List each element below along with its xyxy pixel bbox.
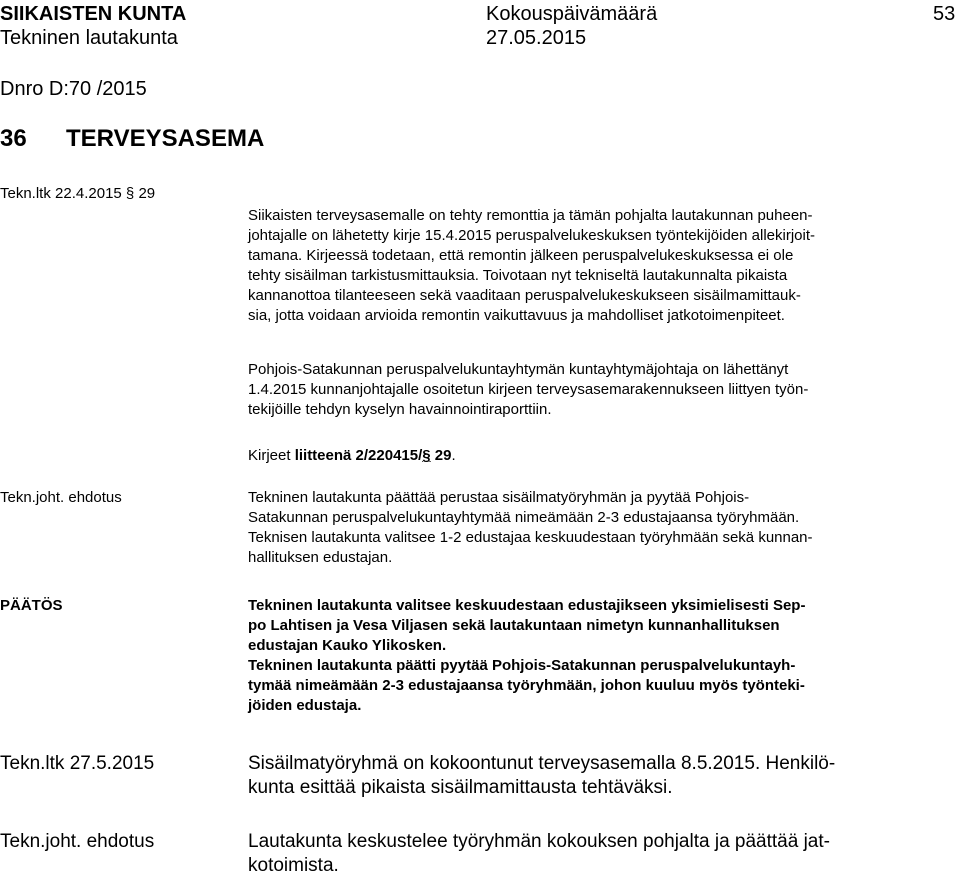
paragraph-line: tehty sisäilman tarkistusmittauksia. Toivotaan nyt tekniseltä lautakunnalta pikaista (248, 267, 788, 284)
ltk-meeting-section: 29 (138, 185, 156, 202)
proposal-paragraph-2 (248, 830, 938, 878)
section-symbol: § (422, 447, 431, 464)
working-group-paragraph (248, 752, 938, 800)
section-number: 36 (0, 125, 27, 152)
paragraph-line: Satakunnan peruspalvelukuntayhtymää nimeämään 2-3 edustajaansa työryhmään. (248, 509, 800, 526)
paragraph-line: Tekninen lautakunta päätti pyytää Pohjois-Satakunnan peruspalvelukuntayh- (248, 657, 796, 674)
paragraph-line: kannanottoa tilanteeseen sekä vaaditaan peruspalvelukeskukseen sisäilmamittauk- (248, 287, 801, 304)
paragraph-line: sia, jotta voidaan arvioida remontin vaikuttavuus ja mahdolliset jatkotoimenpiteet. (248, 307, 785, 324)
paragraph-line: Lautakunta keskustelee työryhmän kokouksen pohjalta ja päättää jat- (248, 831, 830, 852)
proposal-paragraph (248, 488, 938, 568)
attachment-prefix: Kirjeet (248, 447, 295, 464)
ltk-meeting-label-2: Tekn.ltk 27.5.2015 (0, 753, 155, 774)
ltk-meeting-label (0, 184, 155, 204)
paragraph-line: tekijöille tehdyn kyselyn havainnointiraporttiin. (248, 401, 552, 418)
paragraph-line: Tekninen lautakunta valitsee keskuudestaan edustajikseen yksimielisesti Sep- (248, 597, 806, 614)
proposal-label-2: Tekn.joht. ehdotus (0, 831, 155, 852)
section-title: TERVEYSASEMA (66, 125, 265, 152)
paragraph-line: kotoimista. (248, 855, 339, 876)
paragraph-line: Teknisen lautakunta valitsee 1-2 edustajaa keskuudestaan työryhmään sekä kunnan- (248, 529, 813, 546)
section-symbol: § (125, 185, 135, 202)
proposal-label: Tekn.joht. ehdotus (0, 489, 122, 506)
attachment-line: Kirjeet liitteenä 2/220415/§ 29. (248, 447, 456, 464)
paragraph-line: tamana. Kirjeessä todetaan, että remontin jälkeen peruspalvelukeskuksessa ei ole (248, 247, 794, 264)
paragraph-line: po Lahtisen ja Vesa Viljasen sekä lautakuntaan nimetyn kunnanhallituksen (248, 617, 780, 634)
paragraph-line: edustajan Kauko Ylikosken. (248, 637, 447, 654)
paragraph-line: jöiden edustaja. (248, 697, 362, 714)
municipality-name: SIIKAISTEN KUNTA (0, 3, 187, 25)
decision-label: PÄÄTÖS (0, 597, 63, 614)
decision-paragraph (248, 596, 938, 716)
paragraph-line: hallituksen edustajan. (248, 549, 393, 566)
paragraph-line: tymää nimeämään 2-3 edustajaansa työryhmään, johon kuuluu myös työnteki- (248, 677, 805, 694)
paragraph-line: johtajalle on lähetetty kirje 15.4.2015 peruspalvelukeskuksen työntekijöiden allekirjoit- (248, 227, 816, 244)
ltk-meeting-date: Tekn.ltk 22.4.2015 (0, 185, 126, 202)
paragraph-line: Tekninen lautakunta päättää perustaa sisäilmatyöryhmän ja pyytää Pohjois- (248, 489, 750, 506)
background-paragraph (248, 206, 938, 326)
record-number: Dnro D:70 /2015 (0, 78, 147, 100)
paragraph-line: kunta esittää pikaista sisäilmamittausta tehtäväksi. (248, 777, 673, 798)
paragraph-line: Sisäilmatyöryhmä on kokoontunut terveysasemalla 8.5.2015. Henkilö- (248, 753, 836, 774)
letter-paragraph (248, 360, 938, 420)
meeting-date-label: Kokouspäivämäärä (486, 3, 658, 25)
page-number: 53 (933, 3, 956, 25)
meeting-date: 27.05.2015 (486, 27, 587, 49)
paragraph-line: 1.4.2015 kunnanjohtajalle osoitetun kirjeen terveysasemarakennukseen liittyen työn- (248, 381, 809, 398)
paragraph-line: Pohjois-Satakunnan peruspalvelukuntayhtymän kuntayhtymäjohtaja on lähettänyt (248, 361, 789, 378)
board-name: Tekninen lautakunta (0, 27, 178, 49)
attachment-reference: liitteenä 2/220415/§ 29 (294, 447, 452, 464)
section-heading (0, 125, 264, 153)
paragraph-line: Siikaisten terveysasemalle on tehty remonttia ja tämän pohjalta lautakunnan puheen- (248, 207, 813, 224)
